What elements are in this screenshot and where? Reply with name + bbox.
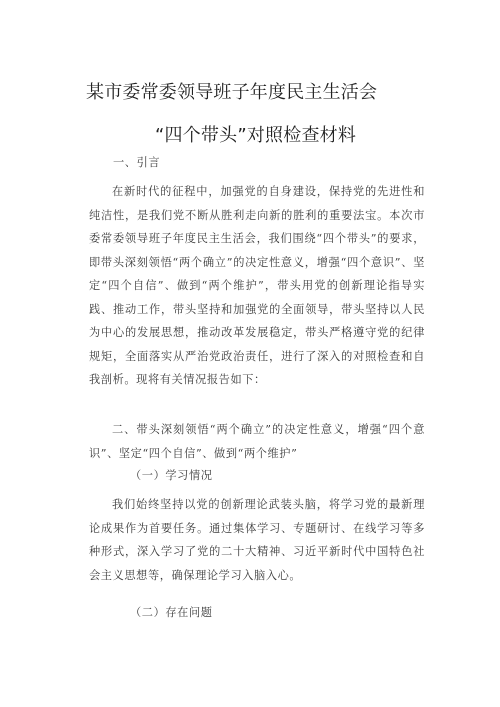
document-title-line-1: 某市委常委领导班子年度民主生活会: [86, 82, 378, 103]
document-title-line-2: “四个带头”对照检查材料: [155, 125, 357, 146]
subsection-2-heading: （二）存在问题: [130, 606, 213, 619]
section-1-heading: 一、引言: [113, 156, 161, 169]
subsection-1-paragraph: 我们始终坚持以党的创新理论武装头脑，将学习党的最新理论成果作为首要任务。通过集体学习、专题研讨、在线学习等多种形式，深入学习了党的二十大精神、习近平新时代中国特色社会主义思想等，确保理论学习入脑入心。: [89, 498, 425, 582]
section-1-paragraph: 在新时代的征程中，加强党的自身建设，保持党的先进性和纯洁性，是我们党不断从胜利走向新的胜利的重要法宝。本次市委常委领导班子年度民主生活会，我们围绕“四个带头”的要求，即带头深刻领悟“两个确立”的决定性意义，增强“四个意识”、坚定“四个自信”、做到“两个维护”，带头用党的创新理论指导实践、推动工作，带头坚持和加强党的全面领导，带头坚持以人民为中心的发展思想，推动改革发展稳定，带头严格遵守党的纪律规矩，全面落实从严治党政治责任，进行了深入的对照检查和自我剖析。现将有关情况报告如下：: [89, 185, 425, 386]
section-2-heading: 二、带头深刻领悟“两个确立”的决定性意义，增强“四个意识”、坚定“四个自信”、做到“两个维护”: [89, 423, 425, 460]
subsection-1-heading: （一）学习情况: [130, 469, 213, 482]
